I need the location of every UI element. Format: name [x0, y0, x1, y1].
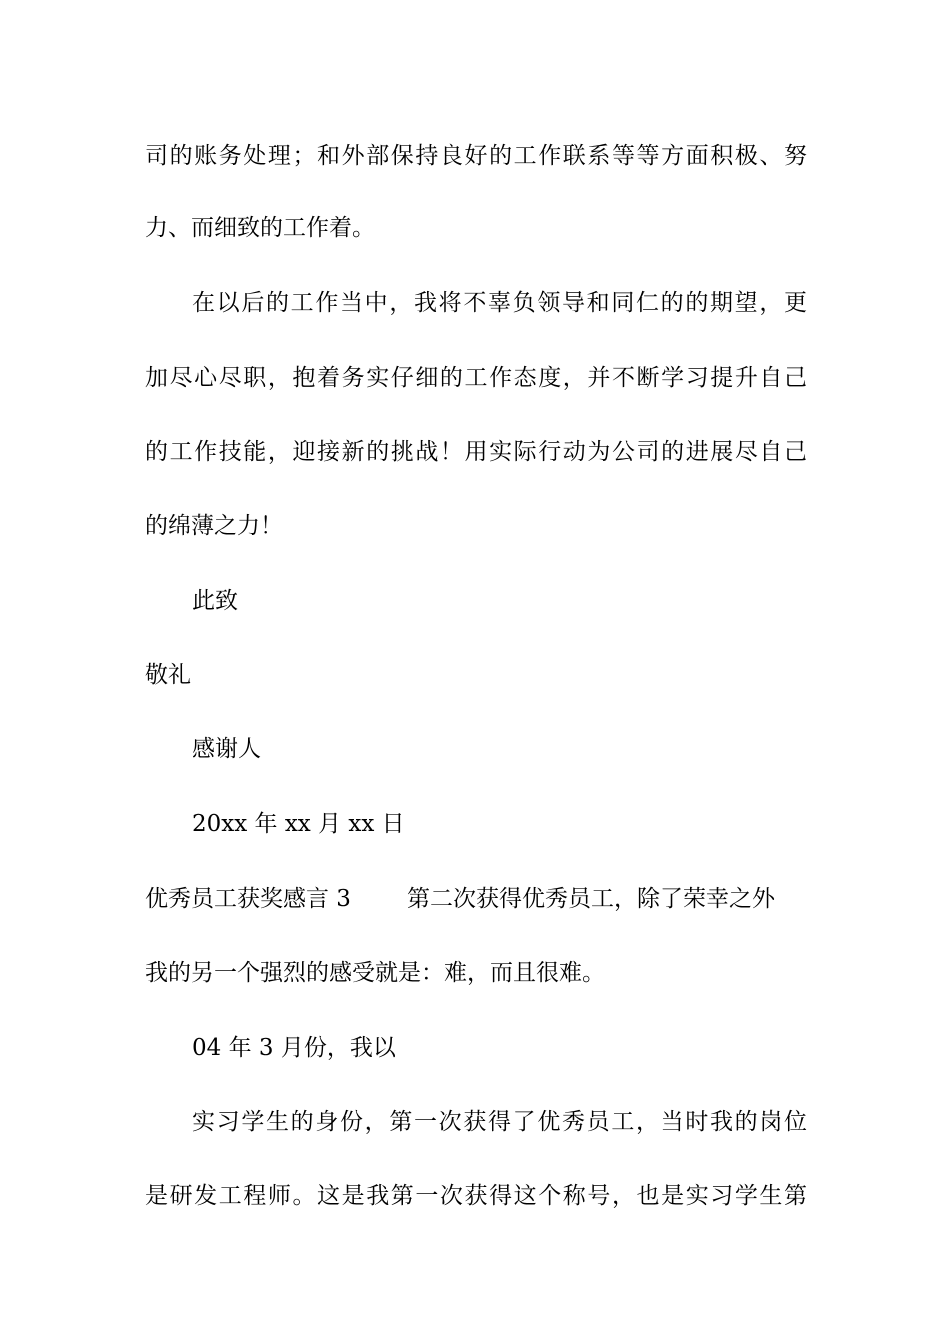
heading-line: [145, 884, 807, 914]
body-line: 的工作技能，迎接新的挑战！用实际行动为公司的进展尽自己: [145, 439, 807, 465]
section-title: 优秀员工获奖感言 3: [145, 886, 351, 912]
paragraph-line: 04 年 3 月份，我以: [192, 1035, 396, 1061]
paragraph-line: 在以后的工作当中，我将不辜负领导和同仁的的期望，更: [192, 290, 807, 316]
date-line: 20xx 年 xx 月 xx 日: [192, 811, 405, 837]
closing-line: 此致: [192, 588, 238, 614]
heading-text: 第二次获得优秀员工，除了荣幸之外: [406, 886, 775, 912]
body-line: 加尽心尽职，抱着务实仔细的工作态度，并不断学习提升自己: [145, 365, 807, 391]
body-line: 是研发工程师。这是我第一次获得这个称号，也是实习学生第: [145, 1183, 807, 1209]
body-line: 我的另一个强烈的感受就是：难，而且很难。: [145, 960, 605, 986]
body-line: 力、而细致的工作着。: [145, 215, 375, 241]
paragraph-line: 实习学生的身份，第一次获得了优秀员工，当时我的岗位: [192, 1109, 807, 1135]
salutation-line: 敬礼: [145, 662, 191, 688]
signature-line: 感谢人: [192, 736, 261, 762]
body-line: 的绵薄之力！: [145, 513, 283, 539]
body-line: 司的账务处理；和外部保持良好的工作联系等等方面积极、努: [145, 143, 807, 169]
